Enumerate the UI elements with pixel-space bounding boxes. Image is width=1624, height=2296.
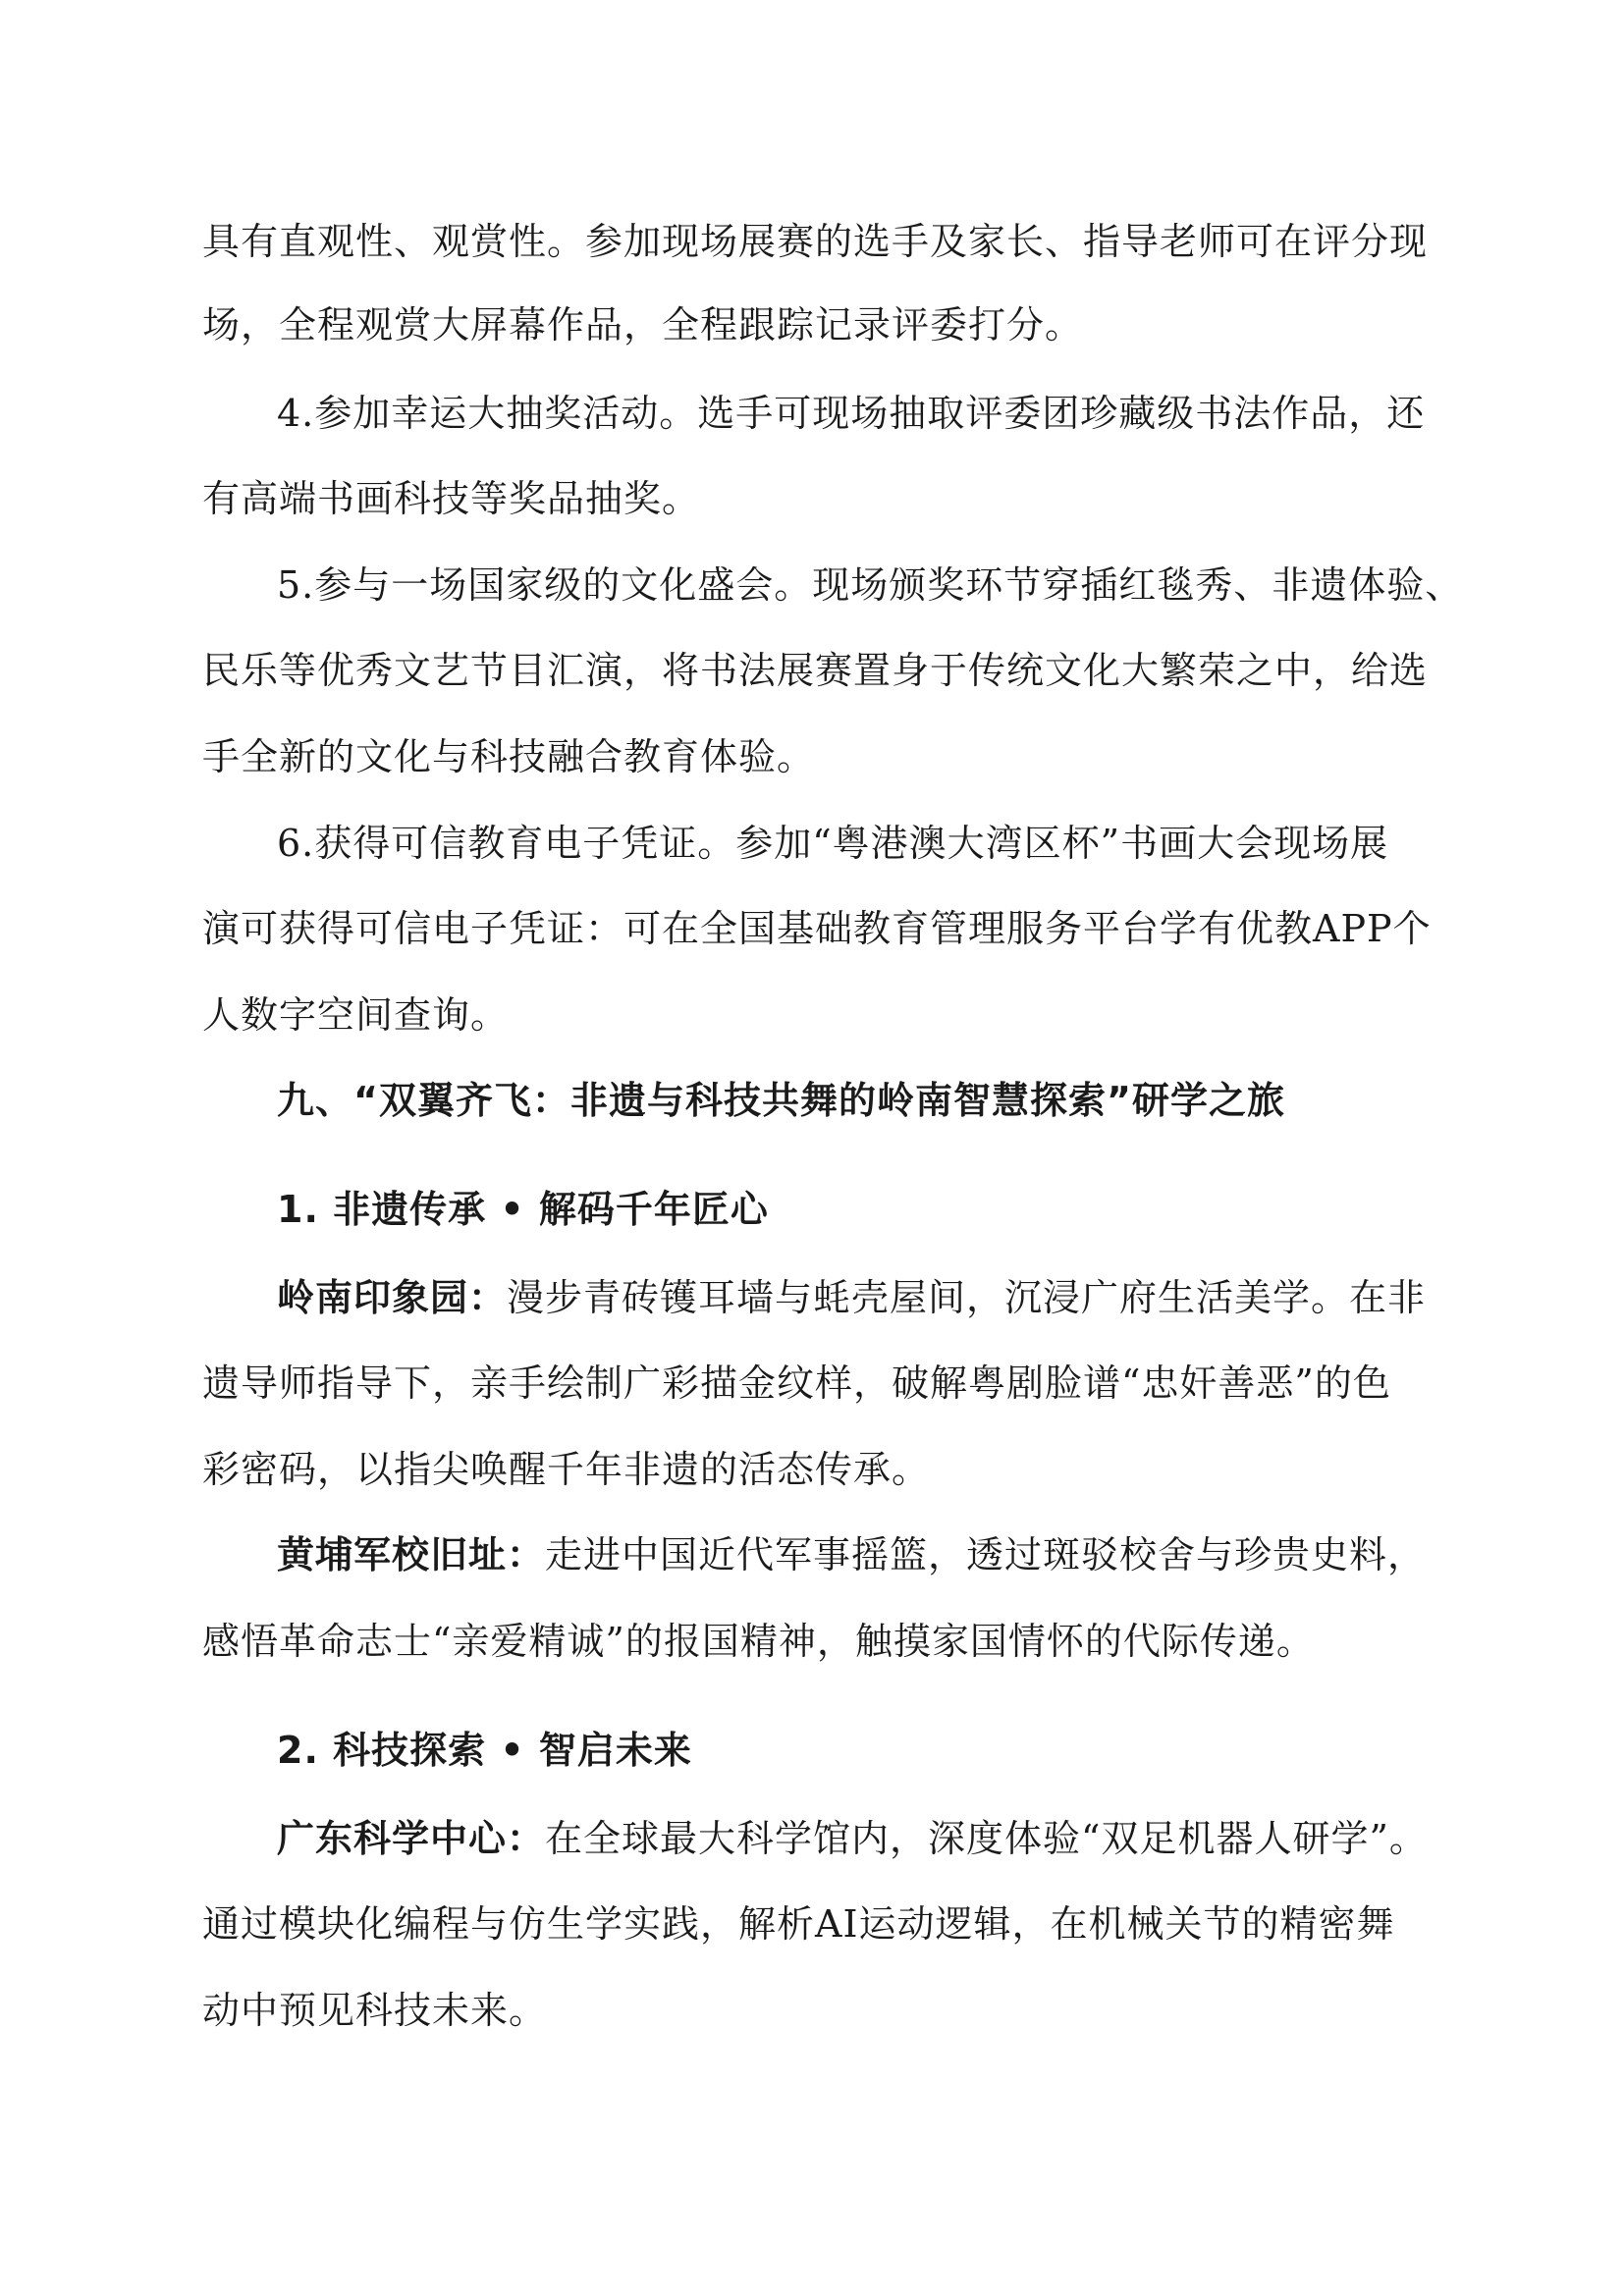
paragraph-line: 场，全程观赏大屏幕作品，全程跟踪记录评委打分。 bbox=[202, 303, 1084, 347]
place-name: 岭南印象园： bbox=[277, 1276, 508, 1319]
paragraph-line: 彩密码，以指尖唤醒千年非遗的活态传承。 bbox=[202, 1448, 931, 1491]
paragraph-line: 有高端书画科技等奖品抽奖。 bbox=[202, 477, 701, 520]
paragraph-line: 遗导师指导下，亲手绘制广彩描金纹样，破解粤剧脸谱“忠奸善恶”的色 bbox=[202, 1362, 1391, 1405]
paragraph-line: 民乐等优秀文艺节目汇演，将书法展赛置身于传统文化大繁荣之中，给选 bbox=[202, 649, 1429, 692]
paragraph-line bbox=[277, 1274, 1439, 1321]
paragraph-line: 手全新的文化与科技融合教育体验。 bbox=[202, 735, 816, 778]
paragraph-text: 漫步青砖镬耳墙与蚝壳屋间，沉浸广府生活美学。在非 bbox=[507, 1276, 1427, 1319]
paragraph-line bbox=[277, 1815, 1439, 1862]
paragraph-line: 演可获得可信电子凭证：可在全国基础教育管理服务平台学有优教APP个 bbox=[202, 907, 1432, 950]
place-name: 黄埔军校旧址： bbox=[277, 1533, 546, 1576]
paragraph-line: 6.获得可信教育电子凭证。参加“粤港澳大湾区杯”书画大会现场展 bbox=[277, 822, 1389, 865]
paragraph-line: 4.参加幸运大抽奖活动。选手可现场抽取评委团珍藏级书法作品，还 bbox=[277, 392, 1426, 435]
paragraph-line: 具有直观性、观赏性。参加现场展赛的选手及家长、指导老师可在评分现 bbox=[202, 220, 1429, 263]
paragraph-line bbox=[277, 1531, 1439, 1578]
subsection-heading: 2. 科技探索 • 智启未来 bbox=[277, 1729, 692, 1772]
paragraph-line: 人数字空间查询。 bbox=[202, 993, 510, 1037]
paragraph-line: 动中预见科技未来。 bbox=[202, 1989, 548, 2032]
paragraph-text: 走进中国近代军事摇篮，透过斑驳校舍与珍贵史料， bbox=[545, 1533, 1427, 1576]
paragraph-text: 在全球最大科学馆内，深度体验“双足机器人研学”。 bbox=[545, 1817, 1428, 1860]
paragraph-line: 感悟革命志士“亲爱精诚”的报国精神，触摸家国情怀的代际传递。 bbox=[202, 1620, 1315, 1663]
subsection-heading: 1. 非遗传承 • 解码千年匠心 bbox=[277, 1188, 769, 1231]
section-heading: 九、“双翼齐飞：非遗与科技共舞的岭南智慧探索”研学之旅 bbox=[277, 1079, 1285, 1122]
paragraph-line: 通过模块化编程与仿生学实践，解析AI运动逻辑，在机械关节的精密舞 bbox=[202, 1902, 1395, 1946]
paragraph-line: 5.参与一场国家级的文化盛会。现场颁奖环节穿插红毯秀、非遗体验、 bbox=[277, 563, 1464, 607]
place-name: 广东科学中心： bbox=[277, 1817, 546, 1860]
